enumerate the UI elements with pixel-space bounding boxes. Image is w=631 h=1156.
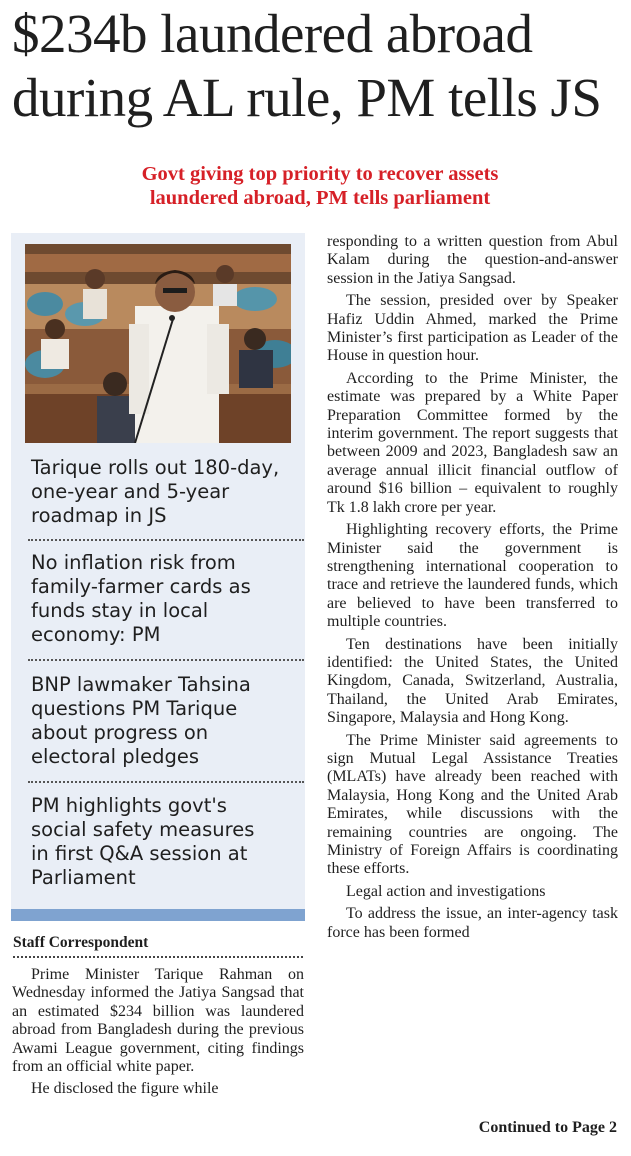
byline: Staff Correspondent xyxy=(13,934,149,951)
article-paragraph-1: Prime Minister Tarique Rahman on Wednesday informed the Jatiya Sangsad that an estimated $234 billion was laundered abroad from Bangladesh during the previous Awami League government, citing findings from an official white paper. xyxy=(12,966,304,1076)
article-paragraph-2-cont-text: responding to a written question from Abul Kalam during the question-and-answer session in the Jatiya Sangsad. xyxy=(327,233,618,287)
related-story-1-line-2: one-year and 5-year xyxy=(31,480,230,503)
article-paragraph-8: To address the issue, an inter-agency task force has been formed xyxy=(327,905,618,941)
article-column-1 xyxy=(12,966,304,1103)
sidebar-divider xyxy=(28,781,304,783)
continued-link[interactable]: Continued to Page 2 xyxy=(478,1119,617,1136)
subheadline-line-1: Govt giving top priority to recover assets xyxy=(141,163,499,185)
sidebar-accent-bar xyxy=(11,909,305,921)
related-story-4[interactable] xyxy=(31,794,301,890)
article-column-2 xyxy=(327,233,618,946)
related-story-1-line-3: roadmap in JS xyxy=(31,504,167,527)
photo-illustration xyxy=(25,244,291,443)
headline-line-1: $234b laundered abroad xyxy=(12,3,533,64)
article-paragraph-7: The Prime Minister said agreements to sign Mutual Legal Assistance Treaties (MLATs) have already been reached with Malaysia, Hong Kong and the United Arab Emirates, while discussions with the remaining countries are ongoing. The Ministry of Foreign Affairs is coordinating these efforts. xyxy=(327,731,618,878)
related-story-2-line-1: No inflation risk from xyxy=(31,551,236,574)
article-paragraph-2-start xyxy=(12,1080,304,1098)
related-story-1-line-1: Tarique rolls out 180-day, xyxy=(31,456,280,479)
headline-line-2: during AL rule, PM tells JS xyxy=(12,67,602,128)
headline xyxy=(12,2,624,130)
article-paragraph-6: Ten destinations have been initially identified: the United States, the United Kingdom, Canada, Switzerland, Australia, Thailand, the United Arab Emirates, Singapore, Malaysia and Hong Kong. xyxy=(327,635,618,727)
related-story-4-line-2: social safety measures xyxy=(31,818,255,841)
related-story-3-line-4: electoral pledges xyxy=(31,745,199,768)
byline-divider xyxy=(13,956,303,958)
article-paragraph-2-cont xyxy=(327,233,618,288)
related-story-2-line-2: family-farmer cards as xyxy=(31,575,251,598)
related-story-3-line-3: about progress on xyxy=(31,721,209,744)
parliament-speaker-photo[interactable] xyxy=(25,244,291,443)
sidebar-divider xyxy=(28,659,304,661)
article-paragraph-5: Highlighting recovery efforts, the Prime Minister said the government is strengthening international cooperation to trace and retrieve the laundered funds, which are believed to have been transferred to multiple countries. xyxy=(327,521,618,631)
related-story-2-line-3: funds stay in local xyxy=(31,599,209,622)
article-paragraph-3: The session, presided over by Speaker Hafiz Uddin Ahmed, marked the Prime Minister’s first participation as Leader of the House in question hour. xyxy=(327,292,618,365)
subheadline xyxy=(60,162,580,210)
related-story-3-line-2: questions PM Tarique xyxy=(31,697,238,720)
subheadline-line-2: laundered abroad, PM tells parliament xyxy=(149,187,491,209)
sidebar-divider xyxy=(28,539,304,541)
related-story-2-line-4: economy: PM xyxy=(31,623,161,646)
related-story-2[interactable] xyxy=(31,551,301,647)
related-story-4-line-4: Parliament xyxy=(31,866,136,889)
related-story-4-line-1: PM highlights govt's xyxy=(31,794,227,817)
article-paragraph-4: According to the Prime Minister, the estimate was prepared by a White Paper Preparation Committee formed by the interim government. The report suggests that between 2009 and 2023, Bangladesh saw an average annual illicit financial outflow of around $16 billion – equivalent to roughly Tk 1.8 lakh crore per year. xyxy=(327,369,618,516)
related-story-3-line-1: BNP lawmaker Tahsina xyxy=(31,673,251,696)
article-section-heading: Legal action and investigations xyxy=(346,882,546,900)
article-paragraph-2-start-text: He disclosed the figure while xyxy=(31,1080,219,1098)
related-story-4-line-3: in first Q&A session at xyxy=(31,842,248,865)
related-stories-sidebar xyxy=(11,233,305,909)
related-story-3[interactable] xyxy=(31,673,301,769)
related-story-1[interactable] xyxy=(31,456,301,528)
